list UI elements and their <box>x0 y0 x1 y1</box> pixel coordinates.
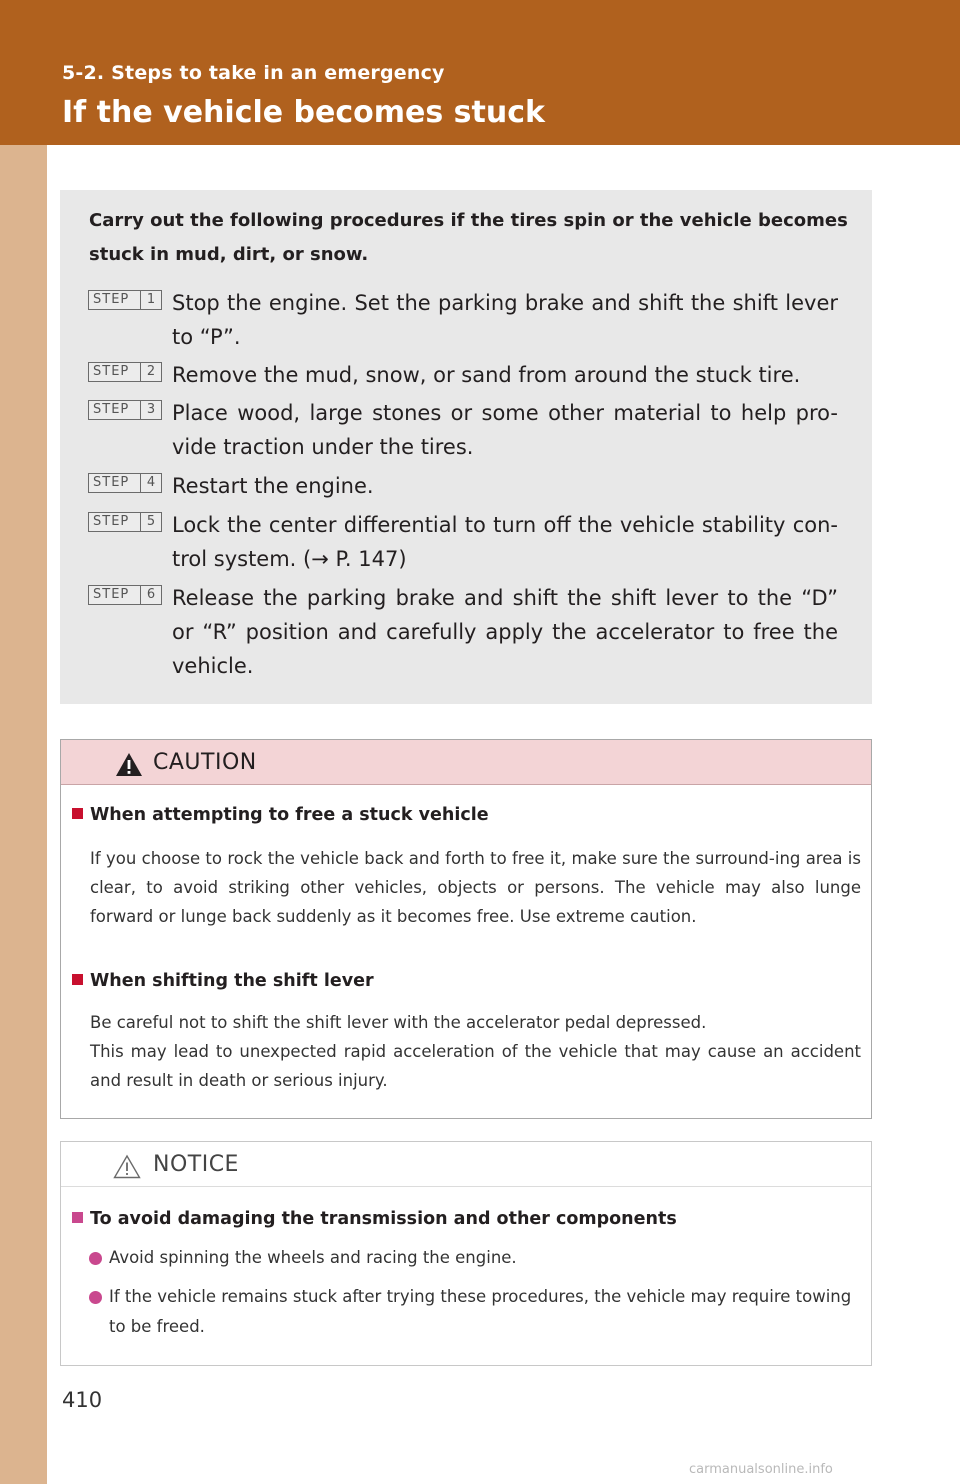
procedure-intro: Carry out the following procedures if the tires spin or the vehicle becomes stuck in mud, dirt, or snow. <box>89 210 848 265</box>
side-margin-band <box>0 0 47 1484</box>
step-badge-number: 3 <box>140 401 161 419</box>
caution-heading: CAUTION <box>153 750 257 775</box>
notice-item-title-text: To avoid damaging the transmission and other components <box>90 1209 677 1229</box>
square-marker-icon <box>72 974 83 985</box>
step-badge-number: 2 <box>140 363 161 381</box>
step-badge <box>88 473 162 493</box>
step-text: Place wood, large stones or some other material to help pro-vide traction under the tires. <box>172 401 838 459</box>
section-label: 5-2. Steps to take in an emergency <box>62 62 445 84</box>
caution-item-title-text: When shifting the shift lever <box>90 971 374 991</box>
page-title: If the vehicle becomes stuck <box>62 95 545 130</box>
notice-item-title <box>72 1209 862 1229</box>
step-badge-number: 4 <box>140 474 161 492</box>
step-badge-label: STEP <box>93 587 130 602</box>
caution-item-title <box>72 805 862 825</box>
step-badge <box>88 290 162 310</box>
step-text: Release the parking brake and shift the shift lever to the “D” or “R” position and carefully apply the accelerator to free the vehicle. <box>172 586 838 678</box>
notice-bullet-text: Avoid spinning the wheels and racing the engine. <box>109 1248 517 1267</box>
notice-header <box>61 1142 871 1187</box>
watermark: carmanualsonline.info <box>689 1462 833 1477</box>
step-badge-label: STEP <box>93 514 130 529</box>
step-text: Stop the engine. Set the parking brake and shift the shift lever to “P”. <box>172 291 838 349</box>
bullet-dot-icon <box>89 1291 102 1304</box>
step-badge-number: 5 <box>140 513 161 531</box>
notice-bullet-text: If the vehicle remains stuck after trying these procedures, the vehicle may require towing to be freed. <box>109 1287 852 1336</box>
step-text: Restart the engine. <box>172 474 374 498</box>
warning-triangle-outline-icon <box>113 1154 141 1179</box>
procedure-box <box>60 190 872 704</box>
caution-item-title-text: When attempting to free a stuck vehicle <box>90 805 489 825</box>
warning-triangle-icon <box>115 752 143 777</box>
step-badge-label: STEP <box>93 292 130 307</box>
caution-box <box>60 739 872 1119</box>
step-badge-label: STEP <box>93 402 130 417</box>
step-badge <box>88 400 162 420</box>
square-marker-icon <box>72 808 83 819</box>
caution-header <box>61 740 871 785</box>
step-badge-label: STEP <box>93 475 130 490</box>
bullet-dot-icon <box>89 1252 102 1265</box>
step-badge-number: 6 <box>140 586 161 604</box>
step-text: Remove the mud, snow, or sand from around the stuck tire. <box>172 363 801 387</box>
caution-paragraph: Be careful not to shift the shift lever with the accelerator pedal depressed. <box>90 1013 707 1032</box>
step-badge <box>88 362 162 382</box>
square-marker-icon <box>72 1212 83 1223</box>
step-badge-label: STEP <box>93 364 130 379</box>
step-badge <box>88 512 162 532</box>
step-badge <box>88 585 162 605</box>
caution-paragraph: This may lead to unexpected rapid acceleration of the vehicle that may cause an accident and result in death or serious injury. <box>90 1042 861 1090</box>
caution-item-title <box>72 971 862 991</box>
page-number: 410 <box>62 1388 103 1412</box>
step-text: Lock the center differential to turn off the vehicle stability con-trol system. (→ P. 147) <box>172 513 838 571</box>
page-header <box>0 0 960 145</box>
caution-paragraph: If you choose to rock the vehicle back and forth to free it, make sure the surround-ing area is clear, to avoid striking other vehicles, objects or persons. The vehicle may also lunge forward or lunge back suddenly as it becomes free. Use extreme caution. <box>90 849 861 926</box>
notice-box <box>60 1141 872 1366</box>
step-badge-number: 1 <box>140 291 161 309</box>
notice-heading: NOTICE <box>153 1152 239 1177</box>
